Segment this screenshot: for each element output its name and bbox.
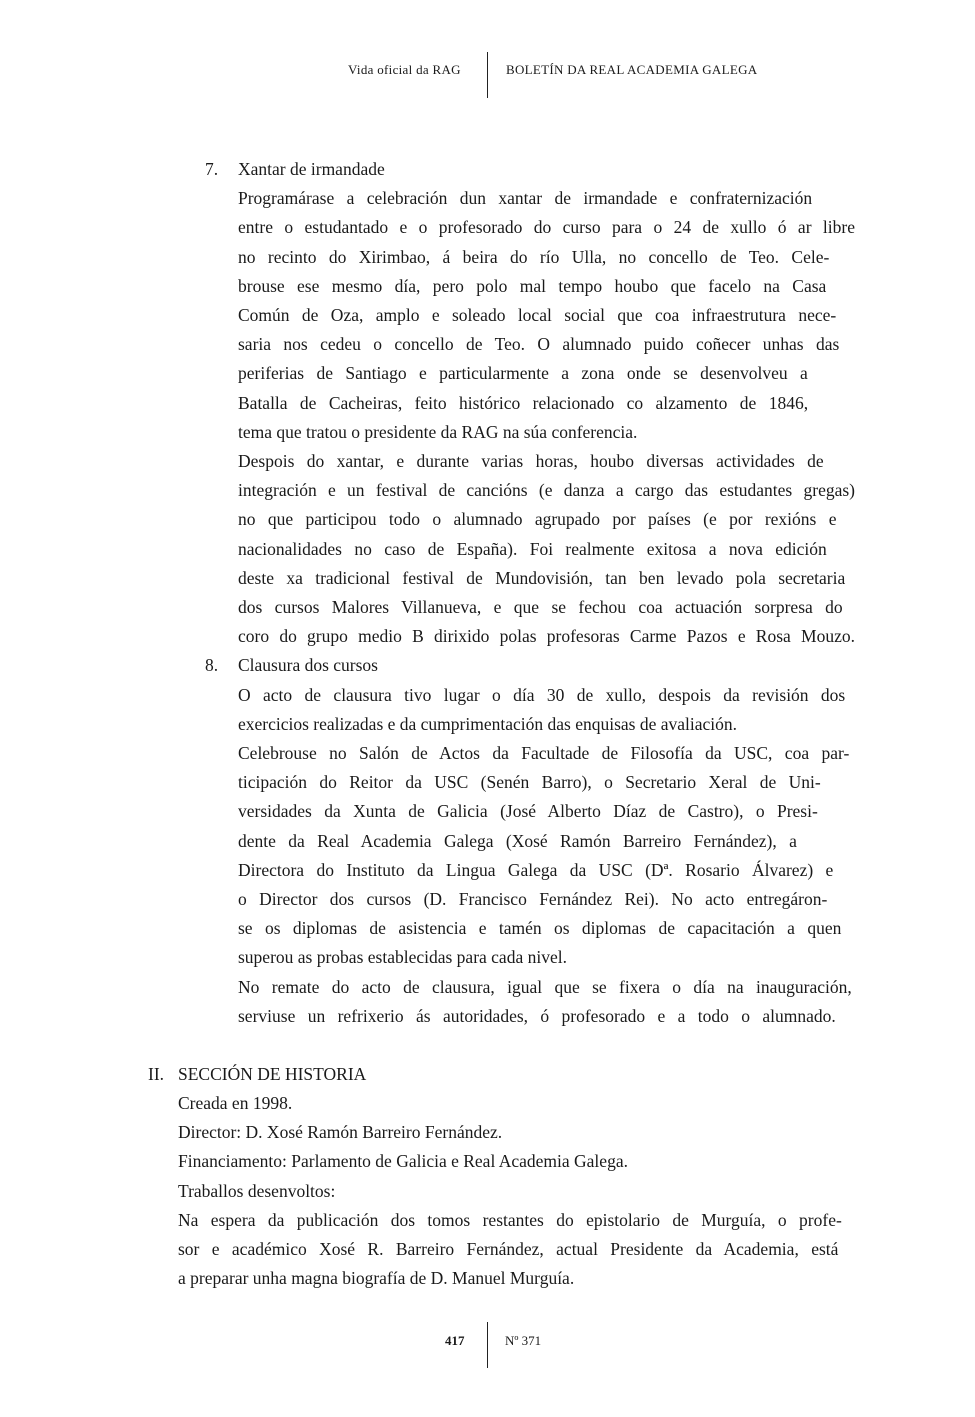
text-line: deste xa tradicional festival de Mundovisión, tan ben levado pola secretaria bbox=[238, 567, 846, 588]
text-line: ticipación do Reitor da USC (Senén Barro), o Secretario Xeral de Uni- bbox=[238, 772, 821, 793]
text-line: sor e académico Xosé R. Barreiro Fernández, actual Presidente da Academia, está bbox=[178, 1239, 839, 1259]
text-line: Directora do Instituto da Lingua Galega da USC (Dª. Rosario Álvarez) e bbox=[238, 859, 834, 880]
text-line: superou as probas establecidas para cada nivel. bbox=[238, 947, 567, 968]
text-line: Batalla de Cacheiras, feito histórico relacionado co alzamento de 1846, bbox=[238, 392, 809, 413]
list-item-heading: Xantar de irmandade bbox=[238, 159, 385, 179]
text-line: Creada en 1998. bbox=[178, 1093, 293, 1113]
running-header-left: Vida oficial da RAG bbox=[348, 62, 461, 77]
text-line: O acto de clausura tivo lugar o día 30 de xullo, despois da revisión dos bbox=[238, 684, 846, 705]
text-line: Director: D. Xosé Ramón Barreiro Fernández. bbox=[178, 1122, 503, 1143]
header-divider bbox=[487, 52, 488, 98]
text-line: no recinto do Xirimbao, á beira do río Ulla, no concello de Teo. Cele- bbox=[238, 246, 830, 267]
text-line: No remate do acto de clausura, igual que se fixera o día na inauguración, bbox=[238, 976, 852, 997]
text-line: Común de Oza, amplo e soleado local social que coa infraestrutura nece- bbox=[238, 305, 837, 325]
running-header-right: BOLETÍN DA REAL ACADEMIA GALEGA bbox=[506, 62, 758, 77]
text-line: Programárase a celebración dun xantar de irmandade e confraternización bbox=[238, 188, 813, 209]
text-line: brouse ese mesmo día, pero polo mal tempo houbo que facelo na Casa bbox=[238, 275, 827, 296]
text-line: Traballos desenvoltos: bbox=[178, 1180, 336, 1201]
text-line: o Director dos cursos (D. Francisco Fernández Rei). No acto entregáron- bbox=[238, 889, 828, 909]
text-line: exercicios realizadas e da cumprimentación das enquisas de avaliación. bbox=[238, 713, 738, 734]
issue-number: Nº 371 bbox=[505, 1333, 542, 1348]
section-number: II. bbox=[148, 1064, 165, 1084]
text-line: dos cursos Malores Villanueva, e que se fechou coa actuación sorpresa do bbox=[238, 597, 843, 617]
text-line: periferias de Santiago e particularmente a zona onde se desenvolveu a bbox=[238, 363, 808, 384]
text-line: a preparar unha magna biografía de D. Manuel Murguía. bbox=[178, 1268, 575, 1289]
text-line: se os diplomas de asistencia e tamén os diplomas de capacitación a quen bbox=[238, 918, 842, 939]
text-line: entre o estudantado e o profesorado do curso para o 24 de xullo ó ar libre bbox=[238, 217, 855, 238]
list-number: 8. bbox=[205, 655, 219, 676]
text-line: dente da Real Academia Galega (Xosé Ramón Barreiro Fernández), a bbox=[238, 830, 797, 851]
text-line: Na espera da publicación dos tomos restantes do epistolario de Murguía, o profe- bbox=[178, 1209, 842, 1230]
text-line: no que participou todo o alumnado agrupado por países (e por rexións e bbox=[238, 509, 837, 530]
text-line: nacionalidades no caso de España). Foi realmente exitosa a nova edición bbox=[238, 538, 827, 559]
text-line: serviuse un refrixerio ás autoridades, ó profesorado e a todo o alumnado. bbox=[238, 1005, 836, 1026]
text-line: versidades da Xunta de Galicia (José Alberto Díaz de Castro), o Presi- bbox=[238, 801, 818, 822]
section-heading: SECCIÓN DE HISTORIA bbox=[178, 1064, 367, 1084]
text-line: saria nos cedeu o concello de Teo. O alumnado puido coñecer unhas das bbox=[238, 334, 840, 355]
text-line: Financiamento: Parlamento de Galicia e Real Academia Galega. bbox=[178, 1151, 628, 1172]
text-line: integración e un festival de cancións (e danza a cargo das estudantes gregas) bbox=[238, 480, 855, 501]
footer-divider bbox=[487, 1322, 488, 1368]
page-number: 417 bbox=[445, 1333, 465, 1348]
text-line: Celebrouse no Salón de Actos da Facultade de Filosofía da USC, coa par- bbox=[238, 743, 850, 763]
text-line: Despois do xantar, e durante varias horas, houbo diversas actividades de bbox=[238, 451, 824, 471]
list-number: 7. bbox=[205, 159, 219, 179]
text-line: tema que tratou o presidente da RAG na súa conferencia. bbox=[238, 421, 638, 442]
text-line: coro do grupo medio B dirixido polas profesoras Carme Pazos e Rosa Mouzo. bbox=[238, 626, 855, 647]
list-item-heading: Clausura dos cursos bbox=[238, 655, 378, 676]
